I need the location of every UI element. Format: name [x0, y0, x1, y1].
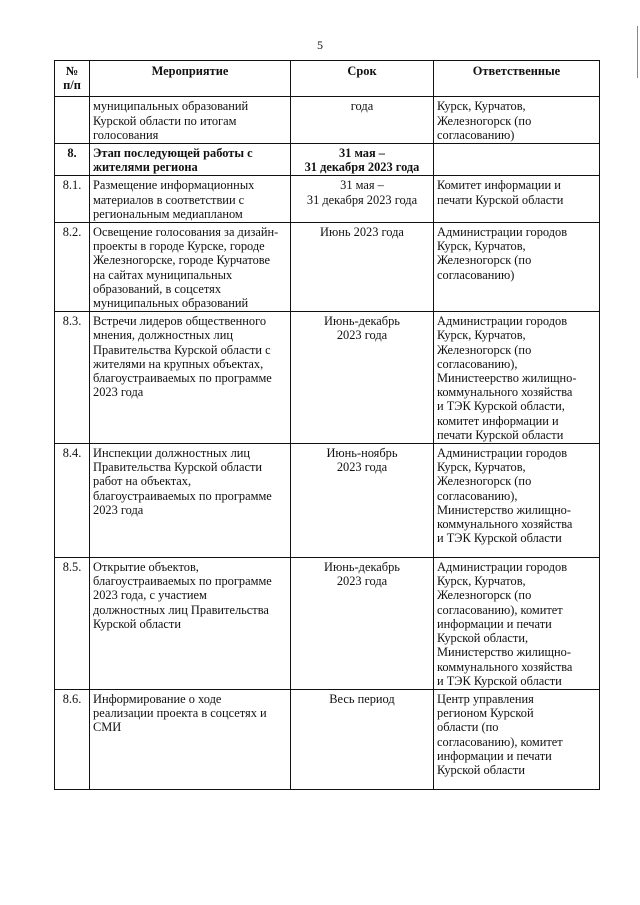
header-responsible: Ответственные — [434, 61, 600, 97]
row-event-cell: Освещение голосования за дизайн- проекты в городе Курске, городе Железногорске, городе Курчатове на сайтах муниципальных образований, в соцсетях муниципальных образований — [90, 223, 291, 312]
row-responsible-cell: Курск, Курчатов, Железногорск (по согласованию) — [434, 97, 600, 144]
row-term-cell: 31 мая – 31 декабря 2023 года — [291, 144, 434, 176]
row-responsible-cell: Администрации городов Курск, Курчатов, Железногорск (по согласованию) — [434, 223, 600, 312]
table-row — [55, 176, 600, 223]
row-number-cell: 8.3. — [55, 312, 90, 444]
row-event-cell: Информирование о ходе реализации проекта в соцсетях и СМИ — [90, 689, 291, 789]
row-term-cell: Июнь-декабрь 2023 года — [291, 312, 434, 444]
row-term-cell: Июнь-ноябрь 2023 года — [291, 444, 434, 558]
table-row — [55, 223, 600, 312]
row-responsible-cell: Центр управления регионом Курской области (по согласованию), комитет информации и печати Курской области — [434, 689, 600, 789]
row-event-cell: Встречи лидеров общественного мнения, должностных лиц Правительства Курской области с жителями на крупных объектах, благоустраиваемых по программе 2023 года — [90, 312, 291, 444]
row-event-cell: Инспекции должностных лиц Правительства Курской области работ на объектах, благоустраиваемых по программе 2023 года — [90, 444, 291, 558]
scan-edge-mark — [637, 26, 638, 78]
row-term-cell: года — [291, 97, 434, 144]
row-number-cell: 8.1. — [55, 176, 90, 223]
page-number: 5 — [317, 38, 323, 52]
row-responsible-cell: Администрации городов Курск, Курчатов, Железногорск (по согласованию), Министеерство жилищно- коммунального хозяйства и ТЭК Курской области, комитет информации и печати Курской области — [434, 312, 600, 444]
row-number-cell: 8.2. — [55, 223, 90, 312]
row-number-cell: 8.5. — [55, 558, 90, 690]
row-number-cell: 8.6. — [55, 689, 90, 789]
row-term-cell: Июнь-декабрь 2023 года — [291, 558, 434, 690]
table-body — [55, 97, 600, 790]
row-number-cell: 8. — [55, 144, 90, 176]
row-event-cell: Открытие объектов, благоустраиваемых по программе 2023 года, с участием должностных лиц Правительства Курской области — [90, 558, 291, 690]
row-event-cell: муниципальных образований Курской области по итогам голосования — [90, 97, 291, 144]
table-row — [55, 312, 600, 444]
header-term: Срок — [291, 61, 434, 97]
table-row — [55, 144, 600, 176]
table-row — [55, 558, 600, 690]
row-term-cell: Июнь 2023 года — [291, 223, 434, 312]
table-row — [55, 97, 600, 144]
row-responsible-cell: Администрации городов Курск, Курчатов, Железногорск (по согласованию), Министерство жилищно- коммунального хозяйства и ТЭК Курской области — [434, 444, 600, 558]
row-responsible-cell: Комитет информации и печати Курской области — [434, 176, 600, 223]
row-number-cell: 8.4. — [55, 444, 90, 558]
table-row — [55, 689, 600, 789]
table-row — [55, 444, 600, 558]
row-responsible-cell — [434, 144, 600, 176]
row-number-cell — [55, 97, 90, 144]
row-term-cell: Весь период — [291, 689, 434, 789]
header-event: Мероприятие — [90, 61, 291, 97]
events-table — [54, 60, 600, 790]
row-event-cell: Размещение информационных материалов в соответствии с региональным медиапланом — [90, 176, 291, 223]
table-header-row — [55, 61, 600, 97]
row-term-cell: 31 мая – 31 декабря 2023 года — [291, 176, 434, 223]
header-num: № п/п — [55, 61, 90, 97]
row-responsible-cell: Администрации городов Курск, Курчатов, Железногорск (по согласованию), комитет информации и печати Курской области, Министерство жилищно- коммунального хозяйства и ТЭК Курской области — [434, 558, 600, 690]
row-event-cell: Этап последующей работы с жителями региона — [90, 144, 291, 176]
